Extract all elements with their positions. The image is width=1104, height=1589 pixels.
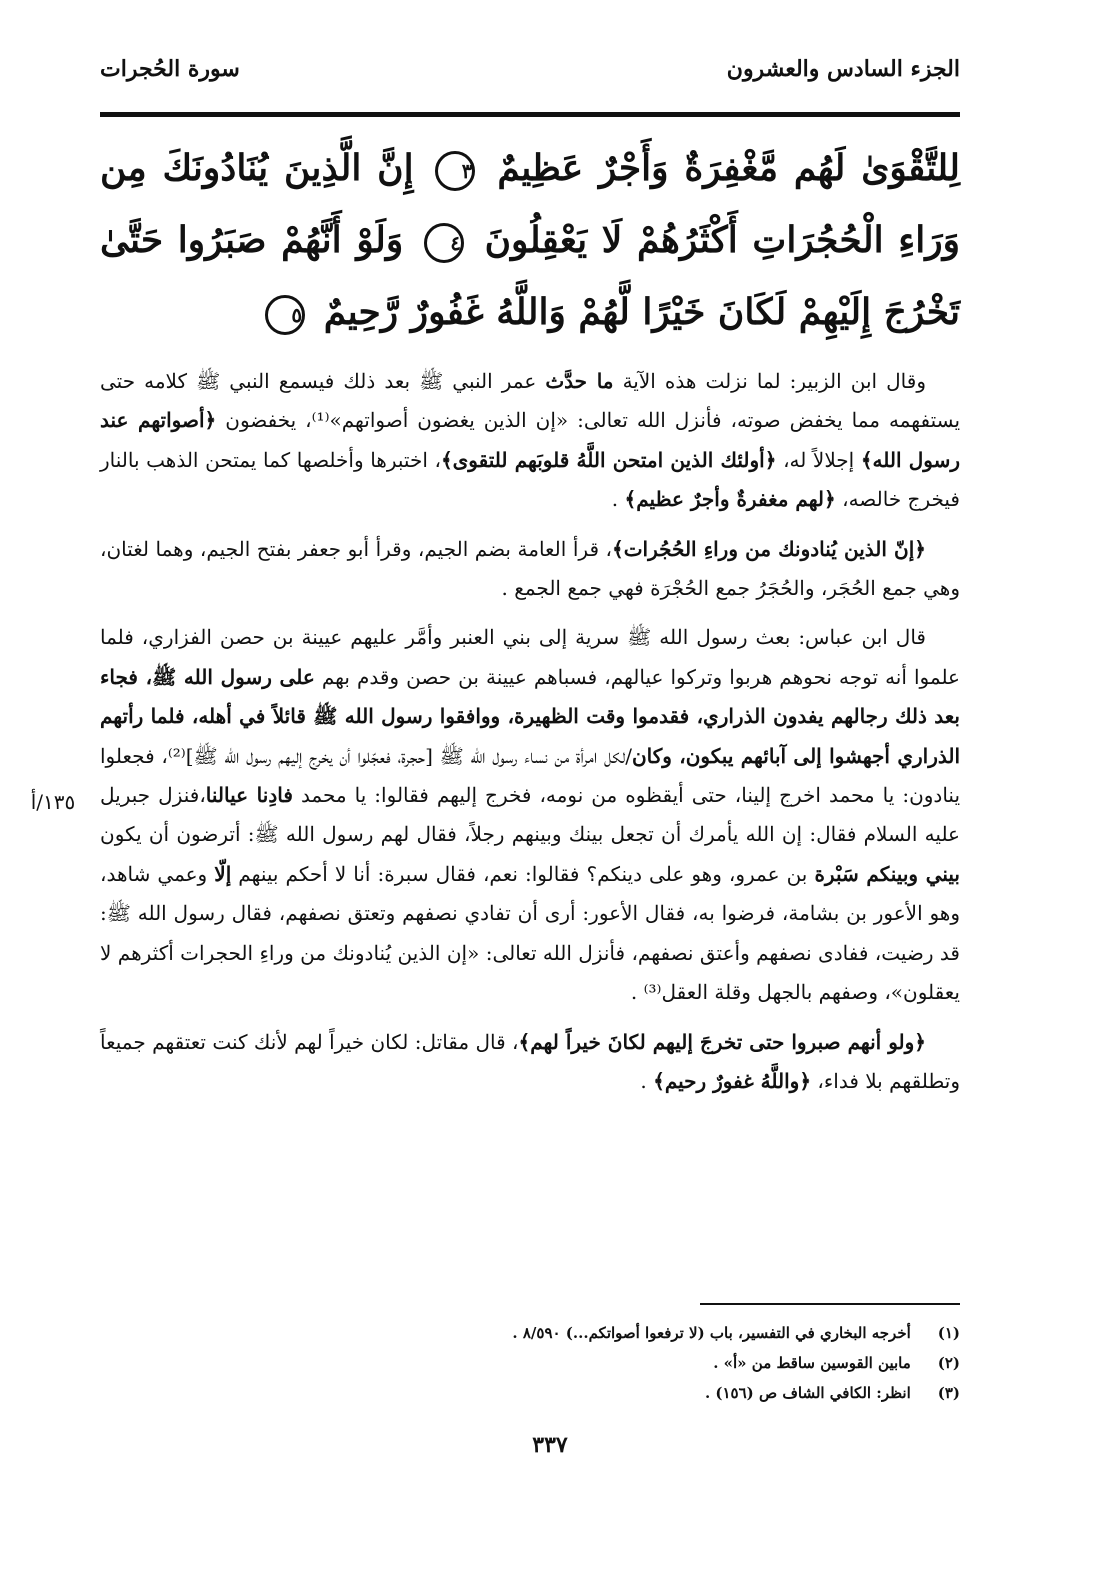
text: ، اختبرها وأخلصها كما يمتحن الذهب بالنار فيخرج خالصه، — [100, 447, 960, 512]
verse-text: وَلَوْ أَنَّهُمْ صَبَرُوا حَتَّىٰ تَخْرُجَ إِلَيْهِمْ لَكَانَ خَيْرًا لَّهُمْ وَاللَّهُ غَفُورٌ رَّحِيمٌ — [100, 219, 960, 333]
juz-title: الجزء السادس والعشرون — [726, 56, 960, 82]
verse-number-marker: ٤ — [424, 223, 464, 263]
emphasis: إلّا — [214, 861, 232, 886]
quran-quote: ﴿لهم مغفرةٌ وأجرٌ عظيم﴾ — [624, 487, 836, 512]
quran-quote: ﴿إنّ الذين يُنادونك من وراءِ الحُجُرات﴾ — [611, 536, 926, 561]
running-header — [100, 56, 960, 96]
quran-quote: ﴿واللَّهُ غفورٌ رحيم﴾ — [653, 1068, 812, 1093]
footnote-rule — [700, 1303, 960, 1305]
paragraph — [100, 362, 960, 520]
footnote-text: أخرجه البخاري في التفسير، باب (لا ترفعوا أصواتكم...) ٨/٥٩٠ . — [512, 1324, 911, 1342]
text: قال ابن عباس: بعث رسول الله ﷺ سرية إلى بني العنبر وأمَّر عليهم عيينة بن حصن الفزاري، فلما علموا أنه توجه نحوهم هربوا وتركوا عيالهم، فسباهم عيينة بن حصن وقدم بهم — [100, 625, 960, 689]
text: عمر النبي ﷺ بعد ذلك فيسمع النبي ﷺ كلامه حتى يستفهمه مما يخفض صوته، فأنزل الله تعالى: «إن الذين يغضون أصواتهم»⁽¹⁾، يخفضون — [100, 369, 961, 433]
header-rule — [100, 112, 960, 117]
commentary-body — [100, 362, 960, 1111]
paragraph — [100, 530, 960, 609]
verse-text: لِلتَّقْوَىٰ لَهُم مَّغْفِرَةٌ وَأَجْرٌ عَظِيمٌ — [497, 147, 960, 189]
text: ، قرأ العامة بضم الجيم، وقرأ أبو جعفر بفتح الجيم، وهما لغتان، وهي جمع الحُجَر، والحُجَرُ جمع الحُجْرَة فهي جمع الجمع . — [100, 536, 960, 601]
text: وعمي شاهد، وهو الأعور بن بشامة، فرضوا به، فقال الأعور: أرى أن تفادي نصفهم وتعتق نصفهم، فقال رسول الله ﷺ: قد رضيت، ففادى نصفهم وأعتق نصفهم، فأنزل الله تعالى: «إن الذين يُنادونك من وراءِ الحجرات أكثرهم لا يعقلون»، وصفهم بالجهل وقلة العقل⁽³⁾ . — [100, 861, 960, 1005]
footnote-number: (٣) — [937, 1384, 960, 1402]
paragraph — [100, 1023, 960, 1102]
quran-verses — [100, 132, 960, 348]
verse-number-marker: ٣ — [435, 151, 475, 191]
footnote-number: (٢) — [937, 1354, 960, 1372]
text: ، قال مقاتل: لكان خيراً لهم لأنك كنت تعتقهم جميعاً وتطلقهم بلا فداء، — [100, 1029, 960, 1093]
manuscript-folio-note: ١٣٥/أ — [30, 790, 76, 814]
text: /لكل امرأة من نساء رسول الله ﷺ [حجرة، فعجّلوا أن يخرج إليهم رسول الله ﷺ]⁽²⁾، فجعلوا ينادون: يا محمد اخرج إلينا، حتى أيقظوه من نومه، فخرج إليهم فقالوا: يا محمد — [100, 743, 961, 808]
page-number: ٣٣٧ — [532, 1432, 568, 1458]
text: . — [611, 487, 619, 512]
verse-text: إِنَّ الَّذِينَ يُنَادُونَكَ مِن وَرَاءِ الْحُجُرَاتِ أَكْثَرُهُمْ لَا يَعْقِلُونَ — [100, 147, 960, 261]
footnote — [100, 1318, 960, 1348]
surah-title: سورة الحُجرات — [100, 56, 240, 82]
footnote — [100, 1348, 960, 1378]
emphasis: فادِنا عيالنا — [205, 783, 293, 808]
verse-number-marker: ٥ — [265, 295, 305, 335]
text: إجلالاً له، — [783, 447, 855, 472]
emphasis: على رسول الله ﷺ، فجاء بعد ذلك رجالهم يفدون الذراري، فقدموا وقت الظهيرة، ووافقوا رسول الله ﷺ قائلاً في أهله، فلما رأتهم الذراري أجهشوا إلى آبائهم يبكون، وكان — [100, 664, 961, 768]
footnote-text: انظر: الكافي الشاف ص (١٥٦) . — [704, 1384, 911, 1402]
text: ،فنزل جبريل عليه السلام فقال: إن الله يأمرك أن تجعل بينك وبينهم رجلاً، فقال لهم رسول الله ﷺ: أترضون أن يكون — [100, 783, 960, 847]
text: بن عمرو، وهو على دينكم؟ فقالوا: نعم، فقال سبرة: أنا لا أحكم بينهم — [238, 861, 808, 886]
quran-quote: ﴿أولئك الذين امتحن اللَّهُ قلوبَهم للتقوى﴾ — [440, 447, 777, 472]
emphasis: ما حدَّث — [545, 369, 614, 393]
emphasis: بيني وبينكم سَبْرة — [814, 861, 960, 886]
footnotes — [100, 1318, 960, 1408]
text: . — [640, 1068, 647, 1093]
footnote-text: مابين القوسين ساقط من «أ» . — [713, 1354, 911, 1372]
paragraph — [100, 618, 960, 1012]
text: وقال ابن الزبير: لما نزلت هذه الآية — [622, 369, 926, 393]
footnote-number: (١) — [937, 1324, 960, 1342]
quran-quote: ﴿ولو أنهم صبروا حتى تخرجَ إليهم لكانَ خيراً لهم﴾ — [518, 1029, 927, 1054]
footnote — [100, 1378, 960, 1408]
quran-quote: ﴿أصواتهم عند رسول الله﴾ — [100, 408, 961, 472]
